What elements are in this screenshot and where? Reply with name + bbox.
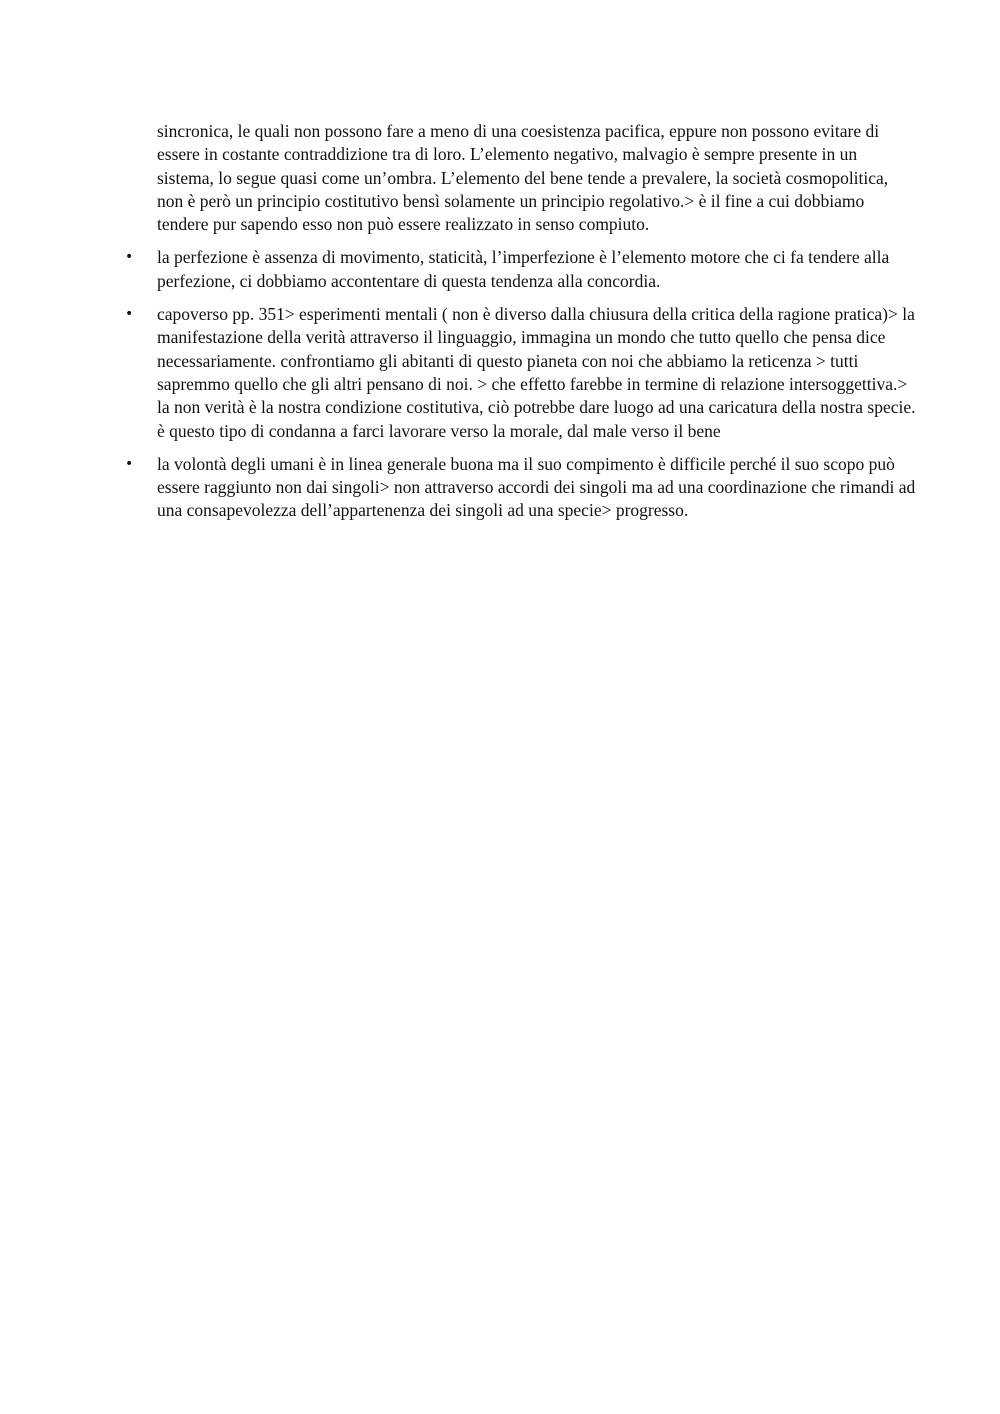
bullet-list — [125, 246, 917, 522]
bullet-icon: • — [125, 306, 134, 323]
list-item-text: capoverso pp. 351> esperimenti mentali ( non è diverso dalla chiusura della critica della ragione pratica)> la manifestazione della verità attraverso il linguaggio, immagina un mondo che tutto quello che pensa dice necessariamente. confrontiamo gli abitanti di questo pianeta con noi che abbiamo la reticenza > tutti sapremmo quello che gli altri pensano di noi. > che effetto farebbe in termine di relazione intersoggettiva.> la non verità è la nostra condizione costitutiva, ciò potrebbe dare luogo ad una caricatura della nostra specie. è questo tipo di condanna a farci lavorare verso la morale, dal male verso il bene — [157, 304, 916, 441]
bullet-icon: • — [125, 455, 134, 472]
list-item-text: la perfezione è assenza di movimento, staticità, l’imperfezione è l’elemento motore che ci fa tendere alla perfezione, ci dobbiamo accontentare di questa tendenza alla concordia. — [157, 247, 890, 291]
document-body — [125, 120, 917, 533]
list-item — [125, 246, 917, 293]
list-item — [125, 453, 917, 523]
continuation-paragraph: sincronica, le quali non possono fare a meno di una coesistenza pacifica, eppure non possono evitare di essere in costante contraddizione tra di loro. L’elemento negativo, malvagio è sempre presente in un sistema, lo segue quasi come un’ombra. L’elemento del bene tende a prevalere, la società cosmopolitica, non è però un principio costitutivo bensì solamente un principio regolativo.> è il fine a cui dobbiamo tendere pur sapendo esso non può essere realizzato in senso compiuto. — [157, 121, 889, 235]
list-item — [125, 303, 917, 443]
list-item-text: la volontà degli umani è in linea generale buona ma il suo compimento è difficile perché il suo scopo può essere raggiunto non dai singoli> non attraverso accordi dei singoli ma ad una coordinazione che rimandi ad una consapevolezza dell’appartenenza dei singoli ad una specie> progresso. — [157, 453, 916, 521]
bullet-icon: • — [125, 249, 134, 266]
